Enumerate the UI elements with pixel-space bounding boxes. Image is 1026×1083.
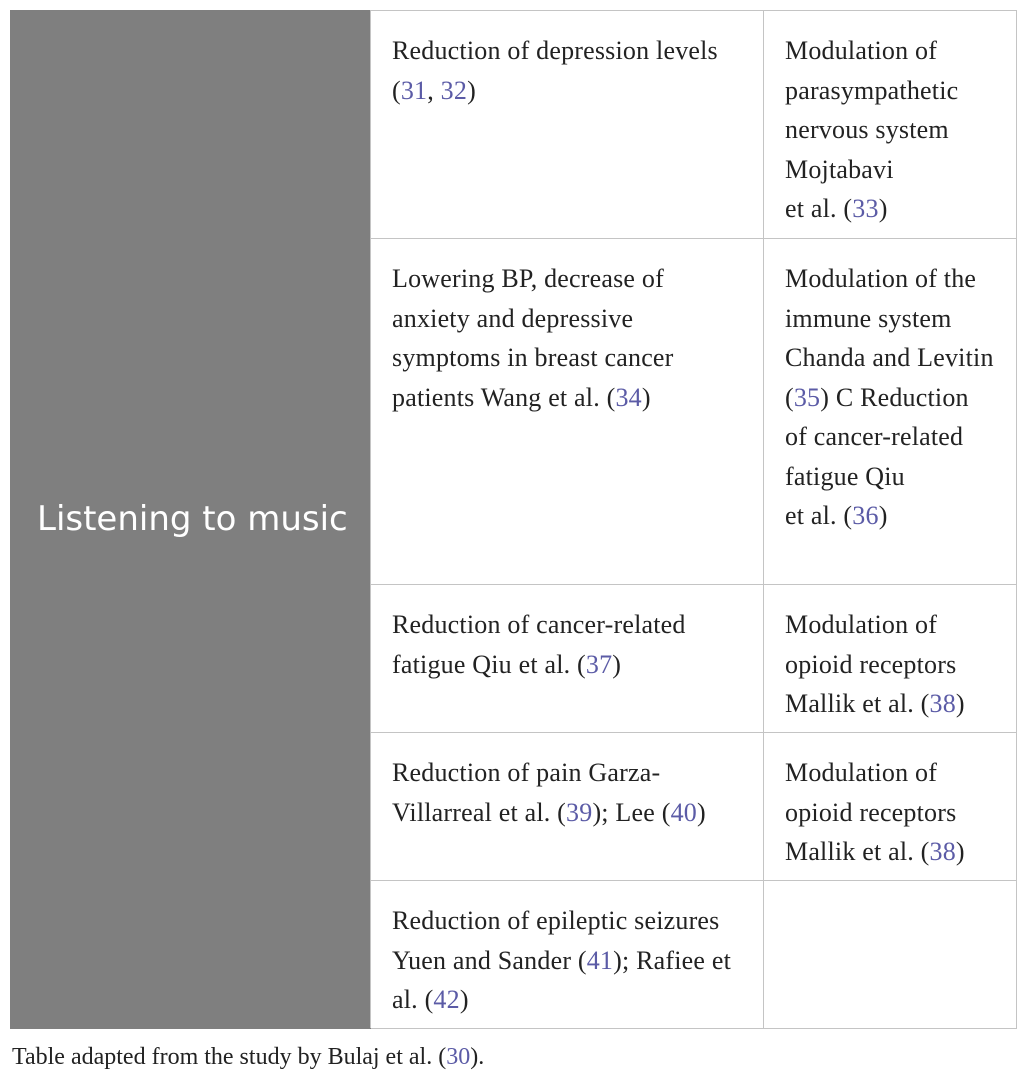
cell-text: ); Rafiee et al. (	[392, 945, 732, 1014]
citation-link[interactable]: 35	[793, 382, 821, 412]
cell-text: et al. (	[785, 194, 853, 223]
cell-text: et al. (	[785, 501, 853, 530]
cell-text: )	[955, 689, 965, 718]
cell-text: )	[467, 75, 476, 105]
citation-link[interactable]: 40	[670, 797, 697, 827]
mechanism-cell	[764, 733, 1017, 881]
cell-text: Modulation of parasympathetic nervous system Mojtabavi	[785, 36, 959, 184]
effect-cell	[371, 881, 764, 1029]
citation-link[interactable]: 36	[852, 501, 879, 530]
cell-text: Reduction of pain Garza-Villarreal et al. (	[392, 758, 661, 827]
mechanism-cell	[764, 239, 1017, 585]
cell-text: Reduction of epileptic seizures Yuen and Sander (	[392, 906, 720, 975]
citation-link[interactable]: 42	[433, 985, 460, 1014]
citation-link[interactable]: 33	[852, 194, 879, 223]
effect-cell	[371, 239, 764, 585]
effect-cell	[371, 11, 764, 239]
citation-link[interactable]: 30	[446, 1044, 471, 1070]
cell-text: )	[696, 797, 706, 827]
citation-link[interactable]: 39	[566, 797, 593, 827]
cell-text: Reduction of depression levels (	[392, 36, 718, 105]
effect-cell	[371, 585, 764, 733]
cell-text: )	[459, 985, 469, 1014]
cell-text: Reduction of cancer-related fatigue Qiu et al. (	[392, 610, 686, 679]
citation-link[interactable]: 38	[929, 689, 956, 718]
cell-text: )	[955, 837, 965, 866]
cell-text: Modulation of opioid receptors Mallik et al. (	[785, 758, 957, 866]
row-label: Listening to music	[37, 498, 348, 539]
citation-link[interactable]: 32	[440, 75, 468, 105]
cell-text: )	[612, 649, 622, 679]
citation-link[interactable]: 38	[929, 837, 956, 866]
mechanism-cell	[764, 585, 1017, 733]
cell-text: Table adapted from the study by Bulaj et al. (	[12, 1044, 447, 1070]
cell-text: ).	[470, 1044, 485, 1070]
table-container	[10, 10, 1016, 1029]
table-caption	[12, 1041, 484, 1073]
cell-text: ); Lee (	[592, 797, 671, 827]
cell-text: )	[641, 382, 651, 412]
citation-link[interactable]: 34	[615, 382, 642, 412]
effect-cell	[371, 733, 764, 881]
cell-text: Lowering BP, decrease of anxiety and depressive symptoms in breast cancer patients Wang et al. (	[392, 264, 674, 412]
row-label-cell	[11, 11, 371, 1029]
cell-text: )	[878, 501, 888, 530]
mechanism-cell	[764, 881, 1017, 1029]
citation-link[interactable]: 41	[586, 945, 614, 975]
cell-text: ) C Reduction of cancer-related fatigue Qiu	[785, 382, 969, 491]
cell-text: )	[878, 194, 888, 223]
music-effects-table	[10, 10, 1017, 1029]
table-row	[11, 11, 1017, 239]
mechanism-cell	[764, 11, 1017, 239]
cell-text: ,	[427, 75, 441, 105]
cell-text: Modulation of the immune system Chanda and Levitin (	[785, 264, 994, 412]
cell-text: Modulation of opioid receptors Mallik et al. (	[785, 610, 957, 718]
citation-link[interactable]: 31	[400, 75, 428, 105]
citation-link[interactable]: 37	[585, 649, 613, 679]
